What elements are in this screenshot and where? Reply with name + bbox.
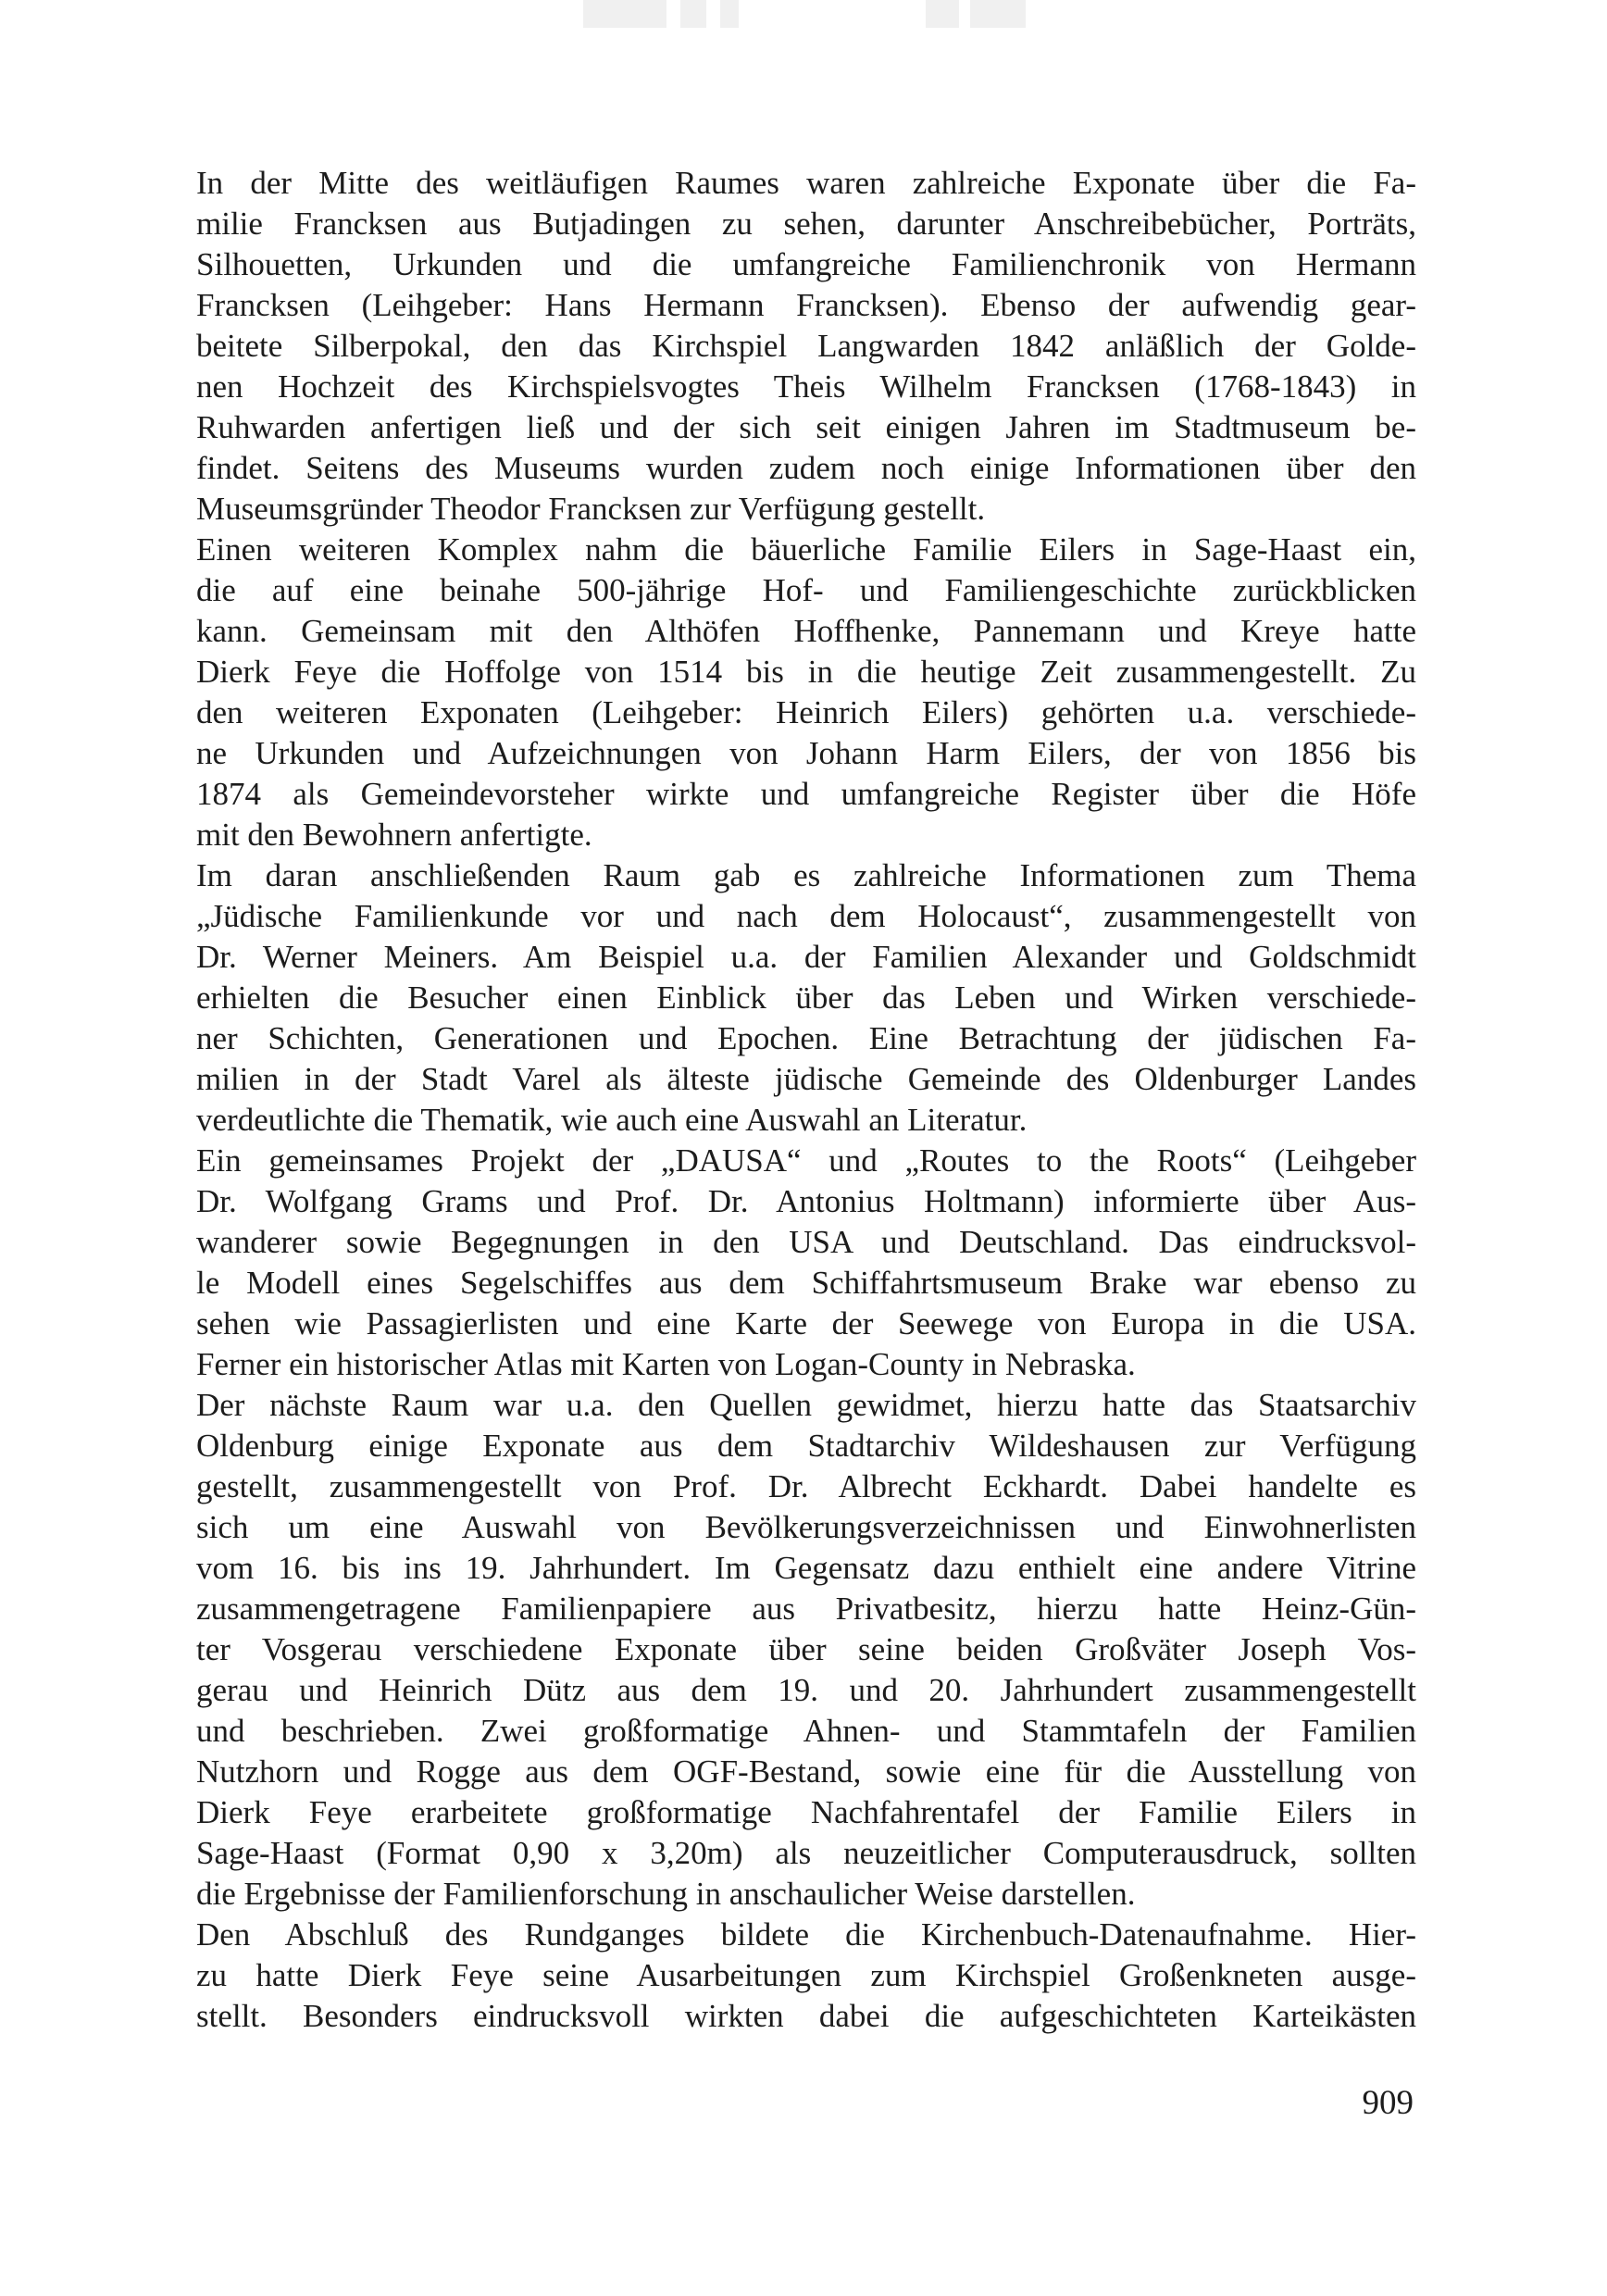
text-line: zusammengetragene Familienpapiere aus Privatbesitz, hierzu hatte Heinz-Gün- (196, 1591, 1416, 1627)
text-line: Der nächste Raum war u.a. den Quellen gewidmet, hierzu hatte das Staatsarchiv (196, 1387, 1416, 1423)
text-line: die Ergebnisse der Familienforschung in anschaulicher Weise darstellen. (196, 1876, 1136, 1912)
text-line: und beschrieben. Zwei großformatige Ahnen- und Stammtafeln der Familien (196, 1713, 1416, 1749)
text-line: mit den Bewohnern anfertigte. (196, 817, 592, 853)
text-line: Im daran anschließenden Raum gab es zahlreiche Informationen zum Thema (196, 857, 1416, 893)
text-line: Ruhwarden anfertigen ließ und der sich seit einigen Jahren im Stadtmuseum be- (196, 409, 1416, 445)
text-line: In der Mitte des weitläufigen Raumes waren zahlreiche Exponate über die Fa- (196, 165, 1416, 201)
page-number: 909 (1362, 2084, 1414, 2122)
text-line: Sage-Haast (Format 0,90 x 3,20m) als neuzeitlicher Computerausdruck, sollten (196, 1835, 1416, 1871)
text-line: kann. Gemeinsam mit den Althöfen Hoffhenke, Pannemann und Kreye hatte (196, 613, 1416, 649)
text-line: ner Schichten, Generationen und Epochen. Eine Betrachtung der jüdischen Fa- (196, 1020, 1416, 1056)
text-line: sehen wie Passagierlisten und eine Karte der Seewege von Europa in die USA. (196, 1305, 1416, 1341)
text-line: sich um eine Auswahl von Bevölkerungsverzeichnissen und Einwohnerlisten (196, 1509, 1416, 1545)
text-line: Den Abschluß des Rundganges bildete die Kirchenbuch-Datenaufnahme. Hier- (196, 1916, 1416, 1953)
text-line: erhielten die Besucher einen Einblick über das Leben und Wirken verschiede- (196, 980, 1416, 1016)
text-line: milien in der Stadt Varel als älteste jüdische Gemeinde des Oldenburger Landes (196, 1061, 1416, 1097)
text-line: Oldenburg einige Exponate aus dem Stadtarchiv Wildeshausen zur Verfügung (196, 1428, 1416, 1464)
text-line: nen Hochzeit des Kirchspielsvogtes Theis Wilhelm Francksen (1768-1843) in (196, 368, 1416, 405)
text-line: Dierk Feye die Hoffolge von 1514 bis in die heutige Zeit zusammengestellt. Zu (196, 654, 1416, 690)
text-line: Silhouetten, Urkunden und die umfangreiche Familienchronik von Hermann (196, 246, 1416, 282)
text-line: stellt. Besonders eindrucksvoll wirkten dabei die aufgeschichteten Karteikästen (196, 1998, 1416, 2034)
text-line: wanderer sowie Begegnungen in den USA und Deutschland. Das eindrucksvol- (196, 1224, 1416, 1260)
text-line: ne Urkunden und Aufzeichnungen von Johann Harm Eilers, der von 1856 bis (196, 735, 1416, 771)
text-line: Nutzhorn und Rogge aus dem OGF-Bestand, sowie eine für die Ausstellung von (196, 1753, 1416, 1790)
text-line: Francksen (Leihgeber: Hans Hermann Francksen). Ebenso der aufwendig gear- (196, 287, 1416, 323)
text-line: Dr. Werner Meiners. Am Beispiel u.a. der Familien Alexander und Goldschmidt (196, 939, 1416, 975)
text-line: zu hatte Dierk Feye seine Ausarbeitungen zum Kirchspiel Großenkneten ausge- (196, 1957, 1416, 1993)
body-text (196, 163, 1416, 2037)
text-line: „Jüdische Familienkunde vor und nach dem Holocaust“, zusammengestellt von (196, 898, 1416, 934)
text-line: Ferner ein historischer Atlas mit Karten von Logan-County in Nebraska. (196, 1346, 1136, 1382)
text-line: gerau und Heinrich Dütz aus dem 19. und 20. Jahrhundert zusammengestellt (196, 1672, 1416, 1708)
text-line: gestellt, zusammengestellt von Prof. Dr. Albrecht Eckhardt. Dabei handelte es (196, 1468, 1416, 1504)
text-line: Dr. Wolfgang Grams und Prof. Dr. Antonius Holtmann) informierte über Aus- (196, 1183, 1416, 1219)
text-line: verdeutlichte die Thematik, wie auch eine Auswahl an Literatur. (196, 1102, 1028, 1138)
text-line: beitete Silberpokal, den das Kirchspiel Langwarden 1842 anläßlich der Golde- (196, 328, 1416, 364)
text-line: Dierk Feye erarbeitete großformatige Nachfahrentafel der Familie Eilers in (196, 1794, 1416, 1830)
text-line: den weiteren Exponaten (Leihgeber: Heinrich Eilers) gehörten u.a. verschiede- (196, 694, 1416, 730)
text-line: die auf eine beinahe 500-jährige Hof- und Familiengeschichte zurückblicken (196, 572, 1416, 608)
text-line: le Modell eines Segelschiffes aus dem Schiffahrtsmuseum Brake war ebenso zu (196, 1265, 1416, 1301)
text-line: ter Vosgerau verschiedene Exponate über seine beiden Großväter Joseph Vos- (196, 1631, 1416, 1667)
text-line: Einen weiteren Komplex nahm die bäuerliche Familie Eilers in Sage-Haast ein, (196, 531, 1416, 568)
text-line: Museumsgründer Theodor Francksen zur Verfügung gestellt. (196, 491, 986, 527)
text-line: milie Francksen aus Butjadingen zu sehen, darunter Anschreibebücher, Porträts, (196, 206, 1416, 242)
text-line: vom 16. bis ins 19. Jahrhundert. Im Gegensatz dazu enthielt eine andere Vitrine (196, 1550, 1416, 1586)
text-line: 1874 als Gemeindevorsteher wirkte und umfangreiche Register über die Höfe (196, 776, 1416, 812)
scan-bleed-artifact (555, 0, 1074, 33)
text-line: findet. Seitens des Museums wurden zudem noch einige Informationen über den (196, 450, 1416, 486)
text-line: Ein gemeinsames Projekt der „DAUSA“ und „Routes to the Roots“ (Leihgeber (196, 1142, 1416, 1179)
